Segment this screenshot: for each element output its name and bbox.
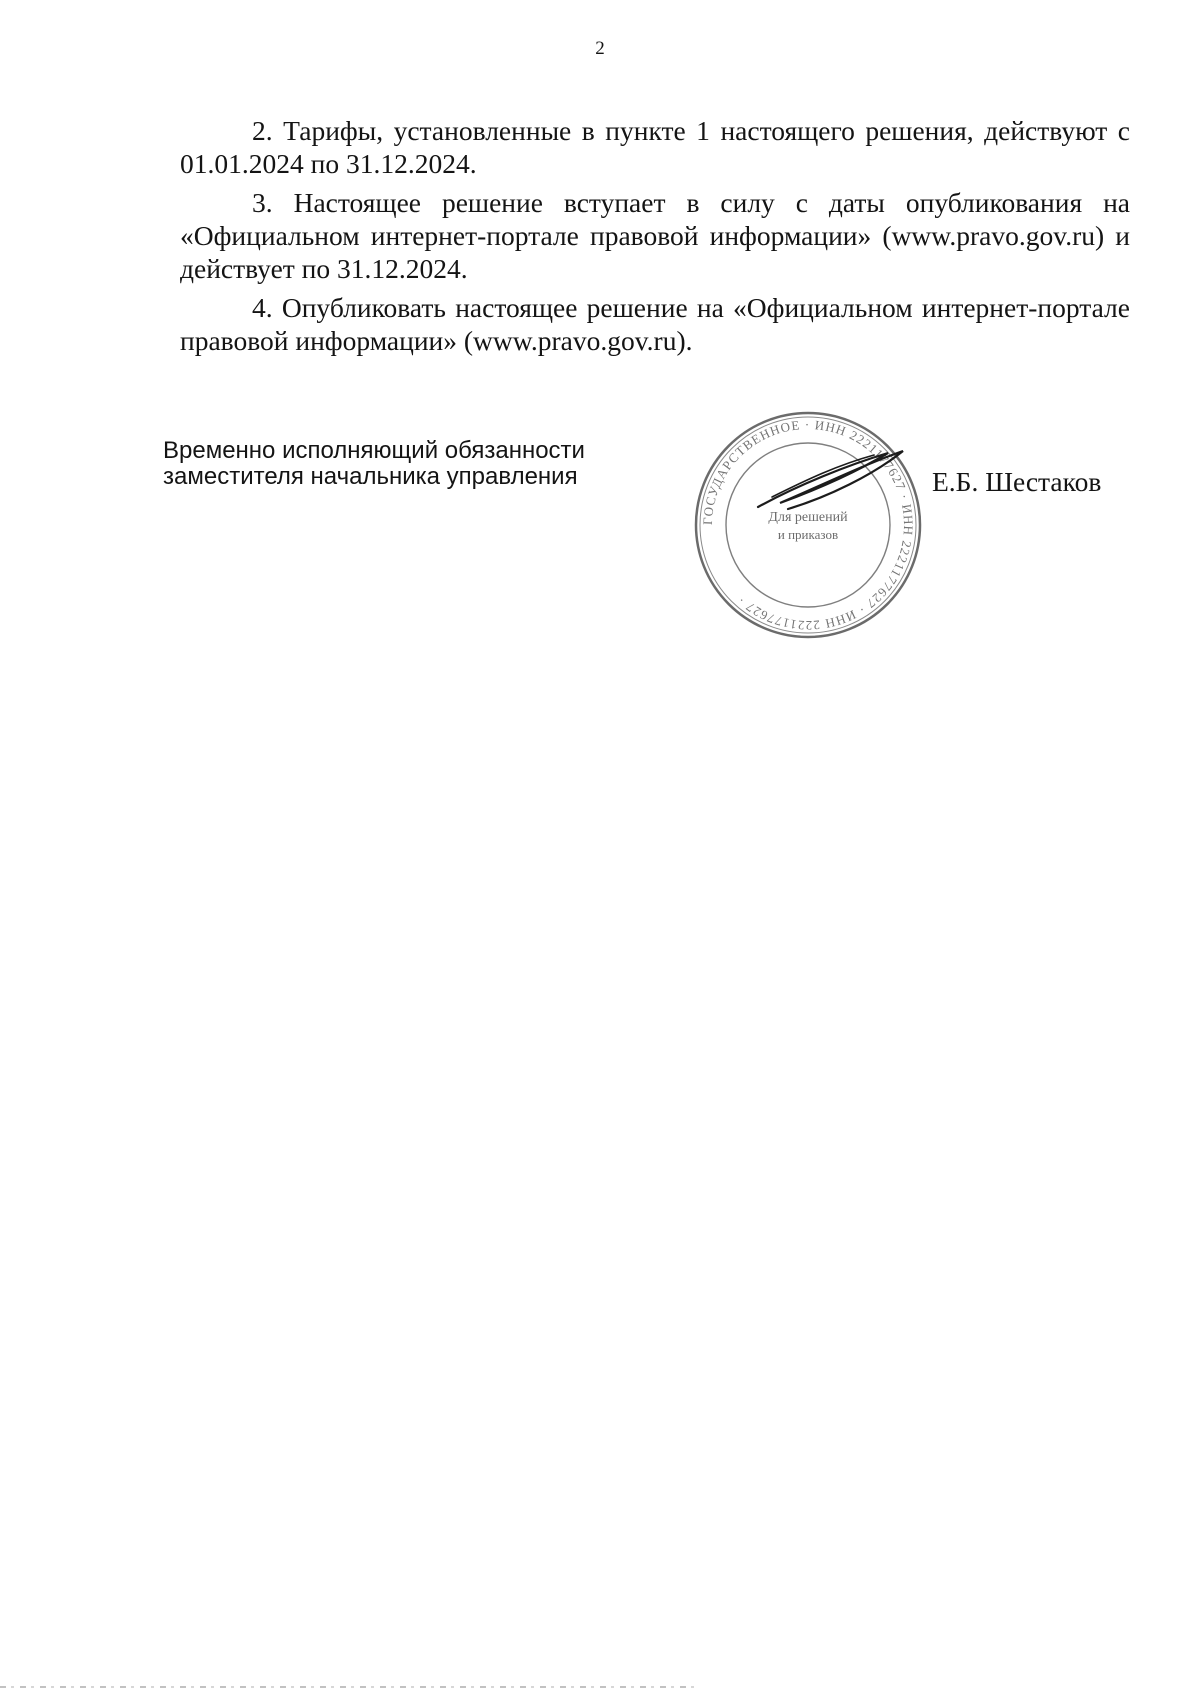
stamp-ring-text [700, 417, 916, 633]
signatory-role-line-1: Временно исполняющий обязанности [163, 437, 585, 464]
paragraph-3: 3. Настоящее решение вступает в силу с даты опубликования на «Официальном интернет-портале правовой информации» (www.pravo.gov.ru) и действует по 31.12.2024. [180, 187, 1130, 284]
signatory-role-line-2: заместителя начальника управления [163, 463, 578, 490]
stamp-inner-ring [726, 443, 890, 607]
official-stamp-seal [688, 405, 928, 645]
signatory-name: Е.Б. Шестаков [932, 466, 1102, 497]
signatory-role [163, 438, 683, 490]
stamp-outer-ring [696, 413, 920, 637]
page-number: 2 [595, 38, 605, 59]
paragraph-4: 4. Опубликовать настоящее решение на «Официальном интернет-портале правовой информации» (www.pravo.gov.ru). [180, 292, 1130, 356]
stamp-center-line-1: Для решений [768, 510, 848, 525]
paragraph-2: 2. Тарифы, установленные в пункте 1 настоящего решения, действуют с 01.01.2024 по 31.12.2024. [180, 115, 1130, 179]
handwritten-signature [758, 451, 903, 509]
scan-artifact-line [0, 1686, 700, 1688]
document-body [180, 114, 1130, 363]
stamp-ring-text-path: ГОСУДАРСТВЕННОЕ · ИНН 2221177627 · ИНН 2221177627 · ИНН 2221177627 · [699, 416, 917, 634]
stamp-center-line-2: и приказов [777, 527, 839, 542]
